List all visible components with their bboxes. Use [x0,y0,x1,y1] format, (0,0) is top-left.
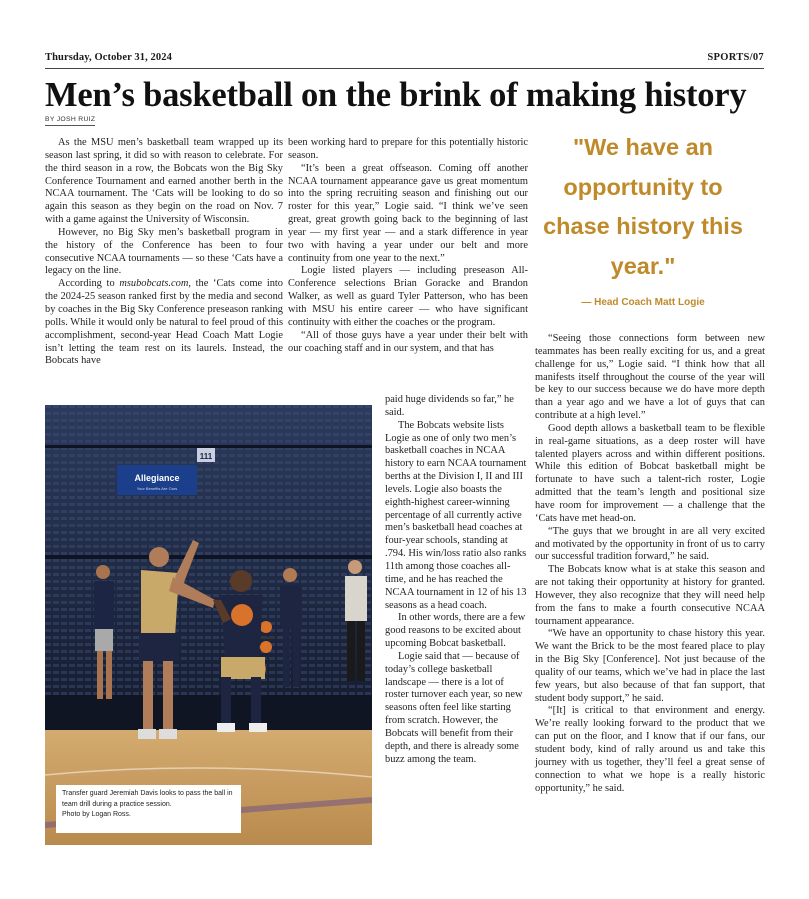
paragraph: The Bobcats website lists Logie as one of only two men’s basketball coaches in NCAA history to earn NCAA tournament berths at the Division I, II and III levels. Logie also boasts the eighth-highest career-winning percentage of all currently active men’s basketball head coaches at four-year schools, standing at .794. His win/loss ratio also ranks 11th among those coaches all-time, and he has reached the NCAA tournament in 12 of his 13 seasons as a head coach. [385,419,527,611]
caption-text: Transfer guard Jeremiah Davis looks to pass the ball in team drill during a practice session. [62,790,233,808]
allegiance-banner [117,465,197,495]
svg-text:111: 111 [199,452,213,461]
column-1 [45,137,283,368]
paragraph: “It’s been a great offseason. Coming off another NCAA tournament appearance gave us great momentum into the spring recruiting season and finishing out our roster for this year,” Logie said. “I think we’ve seen great, great growth going back to the beginning of last year — my first year — and a stark difference in year two with having a year under our belt and more continuity from one year to the next.” [288,162,528,264]
paragraph: Good depth allows a basketball team to be flexible in real-game situations, as a deep roster will have talented players across and within different positions. While this edition of Bobcat basketball might be fortunate to have such a talent-rich roster, Logie admitted that the team’s length and positional size have room for improvement — a challenge that the ‘Cats have met head-on. [535,422,765,524]
paragraph: “We have an opportunity to chase history this year. We want the Brick to be the most feared place to play in the Big Sky [Conference]. Not just because of the quality of our teams, which we’ve had in place the last few years, but also because of that fan support, that student body support,” he said. [535,628,765,704]
paragraph: paid huge dividends so far,” he said. [385,394,514,418]
section-sign [197,448,215,462]
photo-caption [56,785,241,833]
paragraph: been working hard to prepare for this potentially historic season. [288,137,528,161]
headline: Men’s basketball on the brink of making history [45,76,747,114]
paragraph: Logie said that — because of today’s college basketball landscape — there is a lot of roster turnover each year, so new seasons often feel like starting from scratch. However, the Bobcats will benefit from their depth, and there is already some buzz among the team. [385,650,523,765]
header-section: SPORTS/07 [707,52,764,63]
paragraph: “The guys that we brought in are all very excited and motivated by the opportunity in front of us to carry our successful tradition forward,” he said. [535,525,765,563]
paragraph: “[It] is critical to that environment and energy. We’re really looking forward to the product that we can put on the floor, and I know that if our fans, our student body, kind of rally around us and take this journey with us together, they’ll feel a great sense of connection to what we hope is a really historic opportunity,” he said. [535,705,765,794]
column-2-top [288,137,528,355]
paragraph [45,278,283,368]
header-rule [45,68,764,69]
paragraph: As the MSU men’s basketball team wrapped up its season last spring, it did so with reason to celebrate. For the third season in a row, the Bobcats won the Big Sky Conference Tournament and earned another berth in the NCAA tournament. The ‘Cats will be looking to do so again this season as they begin on the road on Nov. 7 with a game against the University of Wisconsin. [45,137,283,226]
paragraph: Logie listed players — including preseason All-Conference selections Brian Goracke and Brandon Walker, as well as guard Tyler Patterson, who has been with MSU his entire career — who have significant continuity with either the coaches or the program. [288,265,528,328]
paragraph: The Bobcats know what is at stake this season and are not taking their opportunity at history for granted. However, they also recognize that they will need help from the fans to make a fourth consecutive NCAA tournament appearance. [535,564,765,627]
column-2-bottom [385,394,528,766]
text: According to [58,278,120,290]
practice-photo [45,405,372,845]
paragraph: “Seeing those connections form between new teammates has been really exciting for us, and a great challenge for us,” Logie said. “I think how that all manifests itself throughout the course of the year will be key to our success because we do have more depth than a year ago and we have a lot of guys that can contribute at a high level.” [535,333,765,422]
website-link[interactable]: msubobcats.com [119,278,189,290]
header-date: Thursday, October 31, 2024 [45,52,172,63]
byline: BY JOSH RUIZ [45,116,95,126]
pull-quote: "We have an opportunity to chase history this year." [543,134,743,279]
paragraph: However, no Big Sky men’s basketball program in the history of the Conference has been to four consecutive NCAA tournaments — so these ‘Cats have a legacy on the line. [45,226,283,277]
basketball-icon [231,604,253,626]
svg-text:Your Benefits Are Ours: Your Benefits Are Ours [136,486,178,491]
svg-text:Allegiance: Allegiance [134,473,180,483]
text: , the ‘Cats come into the 2024-25 season ranked first by the media and second by coaches in the Big Sky Conference preseason ranking polls. While it would only be natural to feel proud of this accomplishment, second-year Head Coach Matt Logie isn’t letting the team rest on its laurels. Instead, the Bobcats have [45,278,284,367]
column-3 [535,333,765,795]
pull-quote-attribution: — Head Coach Matt Logie [581,297,705,308]
basketball-practice-image [45,405,372,845]
paragraph: “All of those guys have a year under their belt with our coaching staff and in our system, and that has [288,329,528,354]
paragraph: In other words, there are a few good reasons to be excited about upcoming Bobcat basketball. [385,612,526,650]
photo-credit: Photo by Logan Ross. [62,811,131,818]
